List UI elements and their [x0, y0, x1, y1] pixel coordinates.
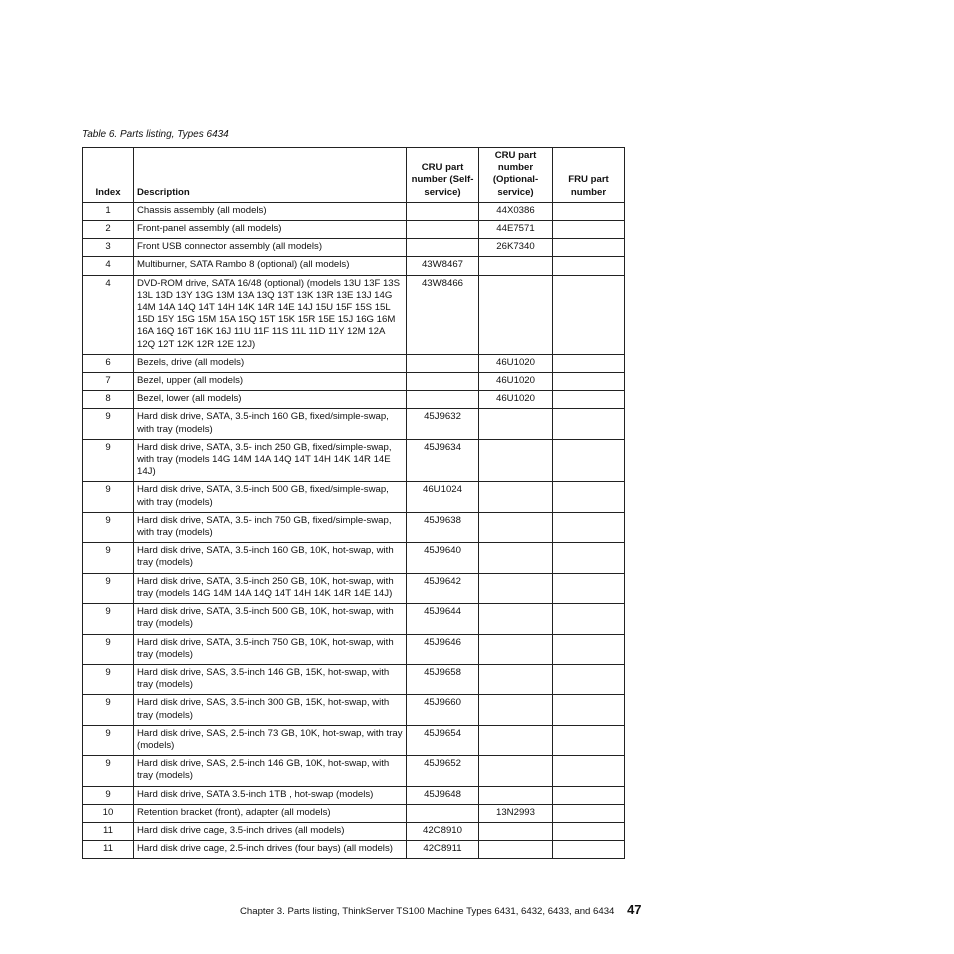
cell-index: 9 [83, 512, 134, 542]
page-number: 47 [627, 902, 642, 917]
cell-cru-optional [479, 573, 553, 603]
cell-fru [553, 804, 625, 822]
table-row [83, 786, 625, 804]
cell-index: 9 [83, 439, 134, 482]
table-row [83, 841, 625, 859]
cell-fru [553, 202, 625, 220]
cell-cru-self: 43W8466 [407, 275, 479, 354]
cell-cru-optional: 44X0386 [479, 202, 553, 220]
cell-fru [553, 695, 625, 725]
cell-fru [553, 573, 625, 603]
cell-cru-self: 42C8911 [407, 841, 479, 859]
cell-cru-optional [479, 725, 553, 755]
cell-cru-optional [479, 756, 553, 786]
table-row [83, 804, 625, 822]
cell-index: 3 [83, 239, 134, 257]
cell-fru [553, 391, 625, 409]
table-row [83, 604, 625, 634]
cell-cru-self [407, 391, 479, 409]
cell-description: Retention bracket (front), adapter (all models) [134, 804, 407, 822]
cell-description: Hard disk drive cage, 2.5-inch drives (four bays) (all models) [134, 841, 407, 859]
table-header-row [83, 148, 625, 203]
cell-description: Front-panel assembly (all models) [134, 221, 407, 239]
cell-fru [553, 604, 625, 634]
cell-index: 10 [83, 804, 134, 822]
cell-description: Bezel, lower (all models) [134, 391, 407, 409]
table-row [83, 725, 625, 755]
table-row [83, 695, 625, 725]
cell-fru [553, 354, 625, 372]
table-row [83, 822, 625, 840]
cell-cru-self: 43W8467 [407, 257, 479, 275]
cell-fru [553, 756, 625, 786]
cell-fru [553, 664, 625, 694]
cell-index: 11 [83, 822, 134, 840]
table-row [83, 202, 625, 220]
cell-description: Hard disk drive, SAS, 2.5-inch 146 GB, 10K, hot-swap, with tray (models) [134, 756, 407, 786]
cell-index: 9 [83, 634, 134, 664]
cell-fru [553, 634, 625, 664]
cell-cru-optional [479, 664, 553, 694]
cell-cru-optional [479, 482, 553, 512]
cell-description: Hard disk drive, SAS, 3.5-inch 146 GB, 15K, hot-swap, with tray (models) [134, 664, 407, 694]
cell-cru-optional [479, 275, 553, 354]
cell-description: Hard disk drive, SATA, 3.5-inch 160 GB, 10K, hot-swap, with tray (models) [134, 543, 407, 573]
cell-cru-self [407, 354, 479, 372]
table-row [83, 391, 625, 409]
cell-cru-optional: 46U1020 [479, 354, 553, 372]
cell-fru [553, 482, 625, 512]
cell-description: Hard disk drive, SATA, 3.5-inch 250 GB, 10K, hot-swap, with tray (models 14G 14M 14A 14Q 14T 14H 14K 14R 14E 14J) [134, 573, 407, 603]
cell-cru-self: 45J9646 [407, 634, 479, 664]
cell-cru-optional [479, 257, 553, 275]
cell-cru-optional: 46U1020 [479, 373, 553, 391]
cell-cru-self [407, 221, 479, 239]
header-description: Description [134, 148, 407, 203]
cell-cru-optional [479, 634, 553, 664]
cell-cru-self: 45J9658 [407, 664, 479, 694]
cell-cru-optional [479, 543, 553, 573]
cell-fru [553, 543, 625, 573]
cell-cru-self: 46U1024 [407, 482, 479, 512]
cell-index: 11 [83, 841, 134, 859]
cell-index: 2 [83, 221, 134, 239]
cell-index: 9 [83, 756, 134, 786]
table-body [83, 202, 625, 859]
table-row [83, 756, 625, 786]
cell-cru-optional [479, 604, 553, 634]
cell-index: 9 [83, 482, 134, 512]
cell-description: Hard disk drive, SATA, 3.5-inch 500 GB, 10K, hot-swap, with tray (models) [134, 604, 407, 634]
cell-cru-optional [479, 512, 553, 542]
cell-index: 9 [83, 409, 134, 439]
cell-cru-self [407, 239, 479, 257]
table-row [83, 239, 625, 257]
cell-index: 9 [83, 573, 134, 603]
cell-cru-self: 45J9634 [407, 439, 479, 482]
cell-index: 9 [83, 725, 134, 755]
table-row [83, 221, 625, 239]
table-row [83, 664, 625, 694]
cell-fru [553, 841, 625, 859]
cell-cru-self: 45J9648 [407, 786, 479, 804]
cell-description: Hard disk drive, SATA, 3.5- inch 250 GB, fixed/simple-swap, with tray (models 14G 14M 14A 14Q 14T 14H 14K 14R 14E 14J) [134, 439, 407, 482]
cell-cru-self: 45J9660 [407, 695, 479, 725]
table-row [83, 543, 625, 573]
footer-text: Chapter 3. Parts listing, ThinkServer TS100 Machine Types 6431, 6432, 6433, and 6434 [240, 906, 615, 917]
cell-fru [553, 239, 625, 257]
table-row [83, 257, 625, 275]
table-row [83, 409, 625, 439]
table-row [83, 634, 625, 664]
cell-fru [553, 725, 625, 755]
cell-index: 4 [83, 257, 134, 275]
cell-description: Hard disk drive, SATA, 3.5- inch 750 GB, fixed/simple-swap, with tray (models) [134, 512, 407, 542]
header-fru: FRU part number [553, 148, 625, 203]
header-cru-self: CRU part number (Self-service) [407, 148, 479, 203]
cell-fru [553, 512, 625, 542]
cell-description: Multiburner, SATA Rambo 8 (optional) (all models) [134, 257, 407, 275]
cell-cru-optional [479, 409, 553, 439]
cell-index: 9 [83, 695, 134, 725]
cell-cru-self: 45J9632 [407, 409, 479, 439]
cell-cru-optional [479, 786, 553, 804]
cell-cru-self: 45J9644 [407, 604, 479, 634]
cell-cru-optional [479, 695, 553, 725]
cell-index: 8 [83, 391, 134, 409]
cell-index: 1 [83, 202, 134, 220]
cell-index: 7 [83, 373, 134, 391]
cell-fru [553, 257, 625, 275]
cell-index: 9 [83, 786, 134, 804]
table-row [83, 439, 625, 482]
header-cru-optional: CRU part number (Optional-service) [479, 148, 553, 203]
table-row [83, 373, 625, 391]
cell-description: Hard disk drive, SATA 3.5-inch 1TB , hot-swap (models) [134, 786, 407, 804]
cell-fru [553, 275, 625, 354]
cell-description: Front USB connector assembly (all models) [134, 239, 407, 257]
cell-cru-optional: 44E7571 [479, 221, 553, 239]
table-row [83, 275, 625, 354]
cell-index: 4 [83, 275, 134, 354]
cell-description: Hard disk drive cage, 3.5-inch drives (all models) [134, 822, 407, 840]
cell-fru [553, 786, 625, 804]
cell-description: Bezel, upper (all models) [134, 373, 407, 391]
cell-cru-optional: 13N2993 [479, 804, 553, 822]
cell-cru-self: 45J9638 [407, 512, 479, 542]
cell-description: Hard disk drive, SAS, 2.5-inch 73 GB, 10K, hot-swap, with tray (models) [134, 725, 407, 755]
cell-index: 6 [83, 354, 134, 372]
cell-index: 9 [83, 664, 134, 694]
cell-cru-self: 45J9652 [407, 756, 479, 786]
cell-description: DVD-ROM drive, SATA 16/48 (optional) (models 13U 13F 13S 13L 13D 13Y 13G 13M 13A 13Q 13T 13K 13R 13E 13J 14G 14M 14A 14Q 14T 14H 14K 14R 14E 14J 15U 15F 15S 15L 15D 15Y 15G 15M 15A 15Q 15T 15K 15R 15E 15J 16G 16M 16A 16Q 16T 16K 16J 11U 11F 11S 11L 11D 11Y 12M 12A 12Q 12T 12K 12R 12E 12J) [134, 275, 407, 354]
cell-index: 9 [83, 543, 134, 573]
table-caption: Table 6. Parts listing, Types 6434 [82, 129, 229, 140]
cell-cru-self [407, 373, 479, 391]
cell-cru-self [407, 202, 479, 220]
cell-cru-optional [479, 841, 553, 859]
cell-cru-self: 45J9654 [407, 725, 479, 755]
table-row [83, 512, 625, 542]
cell-fru [553, 221, 625, 239]
cell-description: Hard disk drive, SAS, 3.5-inch 300 GB, 15K, hot-swap, with tray (models) [134, 695, 407, 725]
parts-table [82, 147, 625, 859]
cell-fru [553, 822, 625, 840]
cell-cru-self: 45J9642 [407, 573, 479, 603]
cell-description: Hard disk drive, SATA, 3.5-inch 500 GB, fixed/simple-swap, with tray (models) [134, 482, 407, 512]
cell-description: Chassis assembly (all models) [134, 202, 407, 220]
cell-fru [553, 439, 625, 482]
cell-cru-self: 42C8910 [407, 822, 479, 840]
header-index: Index [83, 148, 134, 203]
cell-fru [553, 409, 625, 439]
cell-cru-self [407, 804, 479, 822]
cell-description: Hard disk drive, SATA, 3.5-inch 750 GB, 10K, hot-swap, with tray (models) [134, 634, 407, 664]
cell-fru [553, 373, 625, 391]
cell-description: Bezels, drive (all models) [134, 354, 407, 372]
cell-cru-optional: 46U1020 [479, 391, 553, 409]
cell-index: 9 [83, 604, 134, 634]
cell-cru-self: 45J9640 [407, 543, 479, 573]
table-row [83, 482, 625, 512]
table-row [83, 573, 625, 603]
table-row [83, 354, 625, 372]
page-footer [240, 902, 642, 917]
cell-description: Hard disk drive, SATA, 3.5-inch 160 GB, fixed/simple-swap, with tray (models) [134, 409, 407, 439]
cell-cru-optional [479, 822, 553, 840]
cell-cru-optional [479, 439, 553, 482]
cell-cru-optional: 26K7340 [479, 239, 553, 257]
